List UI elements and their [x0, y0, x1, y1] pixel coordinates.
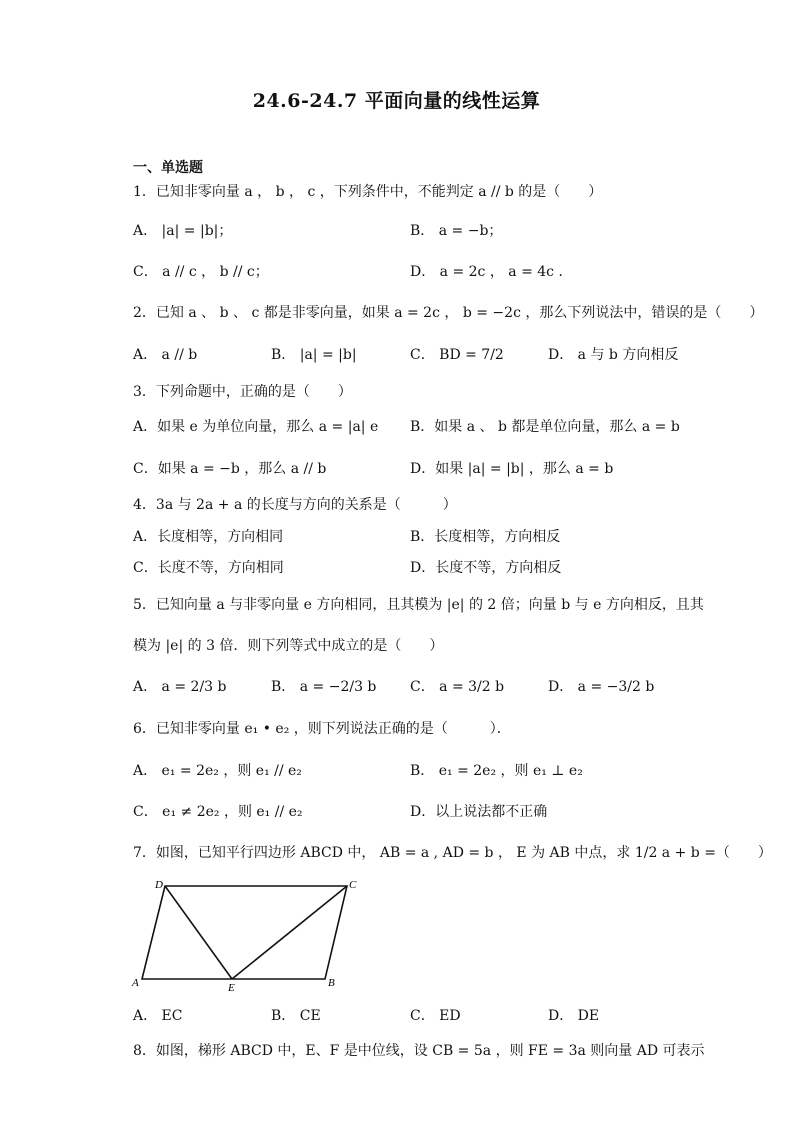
segment-de: [165, 886, 232, 979]
question-4-option-d: D．长度不等，方向相反: [410, 560, 562, 576]
section-heading: 一、单选题: [133, 160, 203, 176]
parallelogram-figure: [130, 876, 370, 996]
question-5-option-d: D． a = −3/2 b: [548, 679, 655, 695]
vertex-label-c: C: [349, 879, 357, 891]
segment-ce: [232, 886, 347, 979]
question-1-option-d: D． a = 2c ， a = 4c ．: [410, 264, 573, 280]
vertex-label-e: E: [228, 982, 235, 994]
question-7-option-b: B． CE: [271, 1008, 321, 1024]
question-3-option-a: A．如果 e 为单位向量，那么 a = |a| e: [133, 419, 379, 435]
question-3-option-b: B．如果 a 、 b 都是单位向量，那么 a = b: [410, 419, 680, 435]
question-1-stem: 1．已知非零向量 a ， b ， c ，下列条件中，不能判定 a // b 的是（ ）: [133, 184, 603, 200]
question-2-option-c: C． BD = 7/2: [410, 347, 504, 363]
question-6-option-d: D．以上说法都不正确: [410, 804, 548, 820]
question-4-stem: 4．3a 与 2a + a 的长度与方向的关系是（ ）: [133, 497, 457, 513]
question-8-stem: 8．如图，梯形 ABCD 中，E、F 是中位线，设 CB = 5a ，则 FE = 3a 则向量 AD 可表示: [133, 1043, 705, 1059]
question-5-stem-line-2: 模为 |e| 的 3 倍．则下列等式中成立的是（ ）: [133, 638, 444, 654]
question-2-option-d: D． a 与 b 方向相反: [548, 347, 679, 363]
vertex-label-a: A: [132, 977, 139, 989]
question-1-option-a: A． |a| = |b|；: [133, 223, 233, 239]
vertex-label-b: B: [328, 977, 335, 989]
vertex-label-d: D: [155, 879, 163, 891]
page-title: 24.6-24.7 平面向量的线性运算: [252, 90, 541, 112]
question-4-option-c: C．长度不等，方向相同: [133, 560, 284, 576]
question-6-option-a: A． e₁ = 2e₂ ，则 e₁ // e₂: [133, 763, 302, 779]
question-6-option-b: B． e₁ = 2e₂ ，则 e₁ ⊥ e₂: [410, 763, 583, 779]
question-1-option-b: B． a = −b；: [410, 223, 503, 239]
question-5-option-a: A． a = 2/3 b: [133, 679, 227, 695]
question-4-option-b: B．长度相等，方向相反: [410, 529, 561, 545]
question-5-option-c: C． a = 3/2 b: [410, 679, 505, 695]
question-3-option-c: C．如果 a = −b ，那么 a // b: [133, 461, 327, 477]
question-6-option-c: C． e₁ ≠ 2e₂ ，则 e₁ // e₂: [133, 804, 303, 820]
question-6-stem: 6．已知非零向量 e₁ • e₂ ，则下列说法正确的是（ ）．: [133, 721, 511, 737]
question-4-option-a: A．长度相等，方向相同: [133, 529, 284, 545]
question-7-option-a: A． EC: [133, 1008, 183, 1024]
question-2-option-a: A． a // b: [133, 347, 198, 363]
question-2-option-b: B． |a| = |b|: [271, 347, 357, 363]
question-7-stem: 7．如图，已知平行四边形 ABCD 中， AB = a , AD = b ， E 为 AB 中点，求 1/2 a + b =（ ）: [133, 845, 772, 861]
question-2-stem: 2．已知 a 、 b 、 c 都是非零向量，如果 a = 2c ， b = −2c ，那么下列说法中，错误的是（ ）: [133, 305, 764, 321]
question-5-stem-line-1: 5．已知向量 a 与非零向量 e 方向相同，且其模为 |e| 的 2 倍；向量 b 与 e 方向相反，且其: [133, 597, 704, 613]
question-1-option-c: C． a // c ， b // c；: [133, 264, 269, 280]
question-7-option-d: D． DE: [548, 1008, 600, 1024]
question-3-option-d: D．如果 |a| = |b| ，那么 a = b: [410, 461, 614, 477]
question-3-stem: 3．下列命题中，正确的是（ ）: [133, 384, 352, 400]
question-7-option-c: C． ED: [410, 1008, 461, 1024]
parallelogram-abcd: [142, 886, 347, 979]
question-5-option-b: B． a = −2/3 b: [271, 679, 377, 695]
